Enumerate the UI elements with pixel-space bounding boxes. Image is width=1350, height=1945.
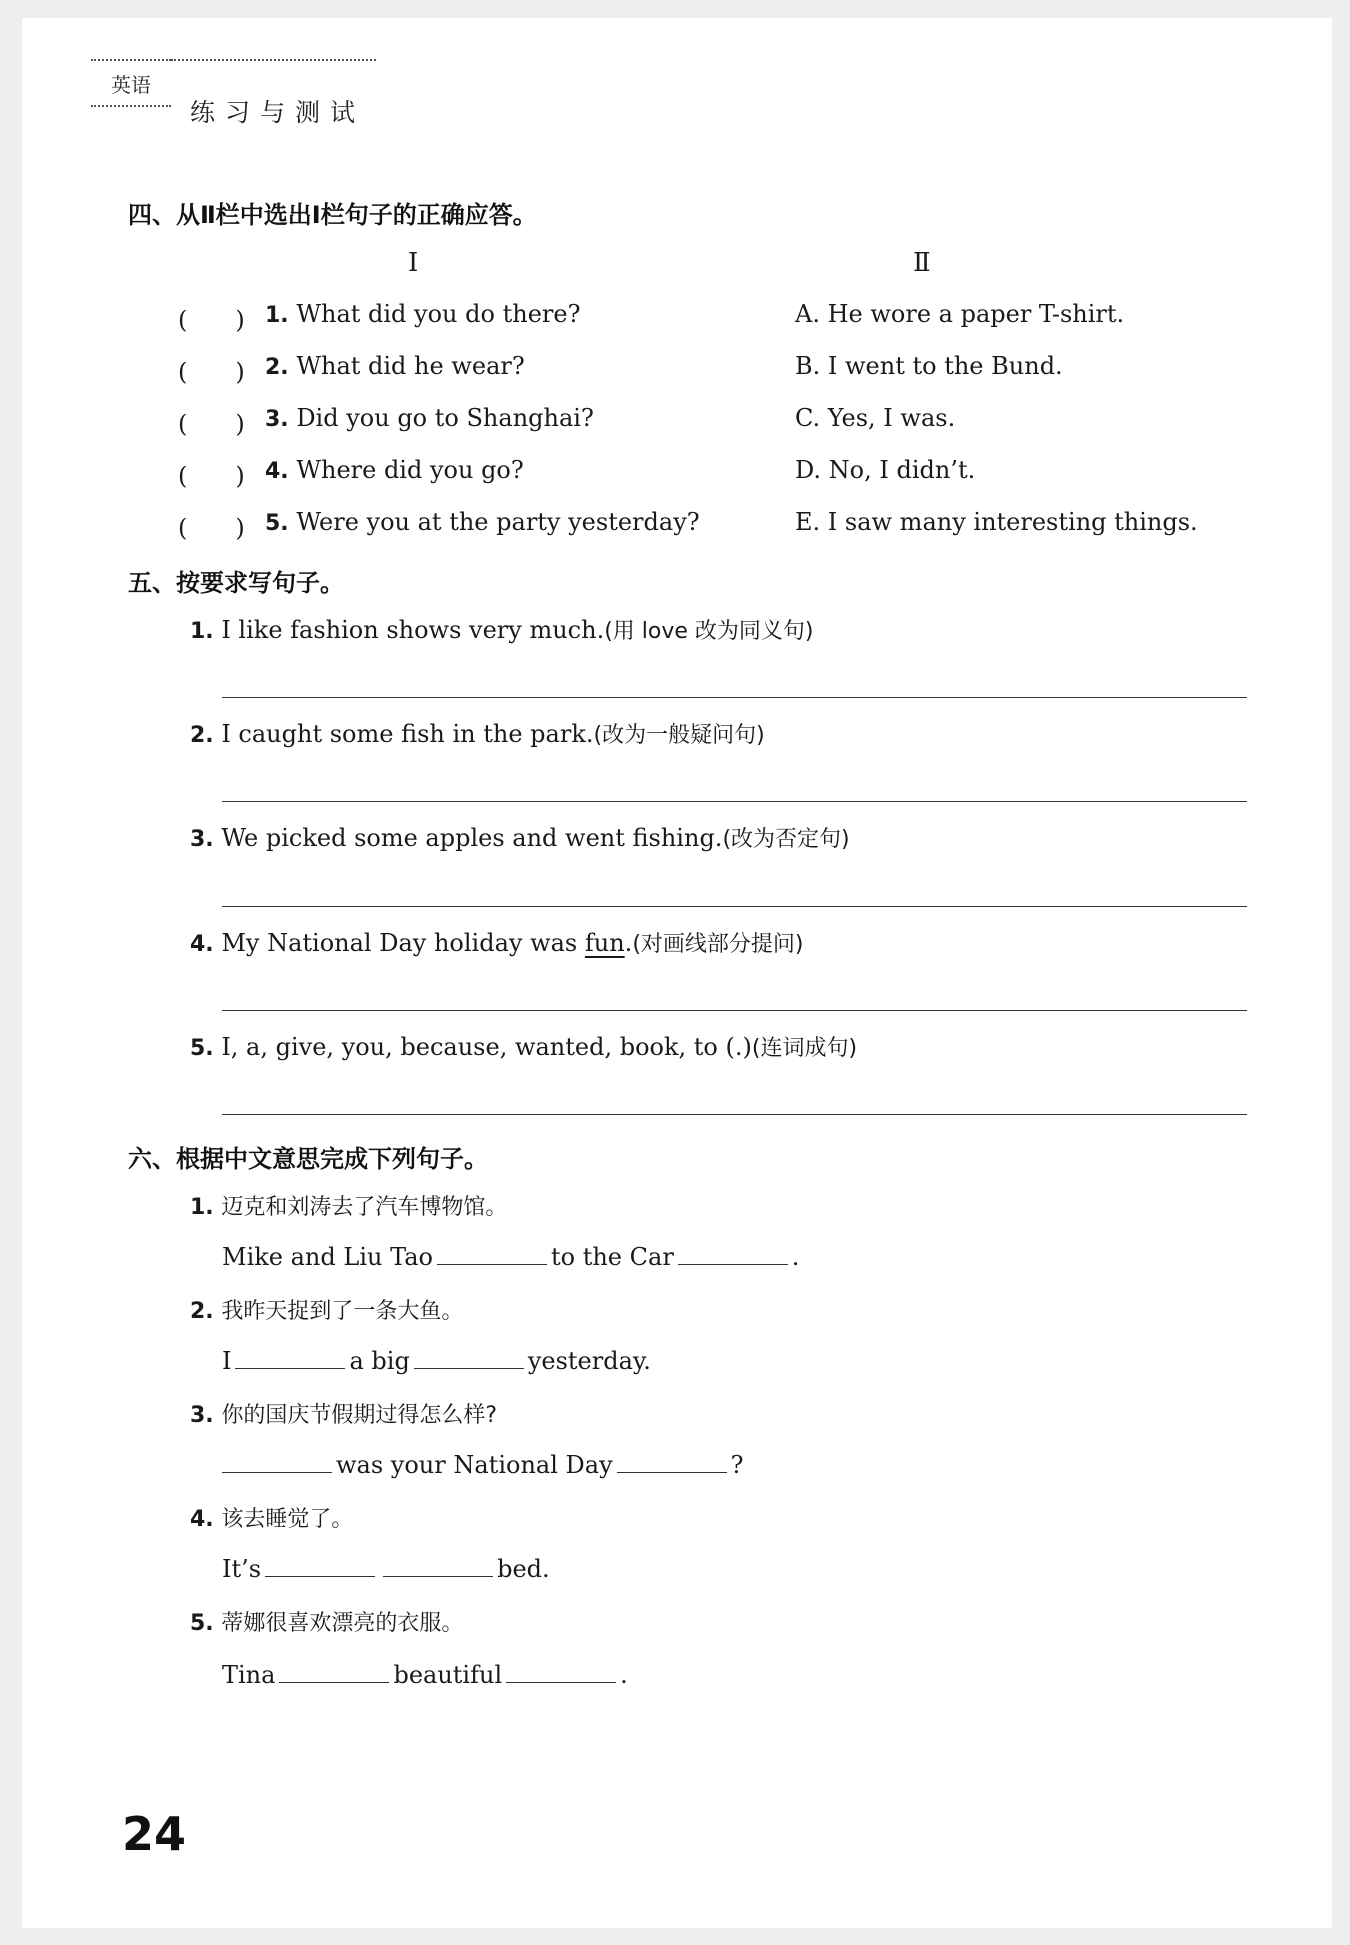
answer-slot-2[interactable]: ( ): [178, 358, 245, 386]
rewrite-item-3: [190, 822, 850, 853]
text-segment: .: [620, 1661, 628, 1689]
question-2-number: 2.: [265, 355, 289, 380]
rewrite-item-5-hint: (连词成句): [751, 1036, 858, 1061]
answer-option-b: B. I went to the Bund.: [795, 352, 1063, 380]
translate-item-2: [190, 1294, 463, 1325]
question-3-text: Did you go to Shanghai?: [296, 404, 594, 432]
translate-item-4-chinese: 该去睡觉了。: [221, 1507, 354, 1532]
rewrite-item-4: [190, 927, 803, 958]
series-title: 练习与测试: [190, 98, 366, 127]
rewrite-item-2: [190, 718, 765, 749]
answer-line-3[interactable]: [222, 906, 1247, 907]
question-1-text: What did you do there?: [296, 300, 581, 328]
answer-line-2[interactable]: [222, 801, 1247, 802]
fill-blank[interactable]: [222, 1450, 332, 1473]
answer-slot-5[interactable]: ( ): [178, 514, 245, 542]
text-segment: .: [791, 1243, 800, 1271]
text-segment: was your National Day: [336, 1451, 613, 1479]
answer-option-e: E. I saw many interesting things.: [795, 508, 1198, 536]
text-segment: yesterday.: [527, 1347, 651, 1375]
text-segment: Mike and Liu Tao: [222, 1243, 433, 1271]
column1-heading: Ⅰ: [408, 248, 419, 278]
answer-option-c: C. Yes, I was.: [795, 404, 956, 432]
question-4: [265, 456, 524, 484]
translate-item-3-number: 3.: [190, 1403, 214, 1428]
answer-line-4[interactable]: [222, 1010, 1247, 1011]
section6-title: 六、根据中文意思完成下列句子。: [128, 1145, 488, 1173]
rewrite-item-3-number: 3.: [190, 827, 214, 852]
underlined-word: fun: [584, 929, 625, 957]
rewrite-item-2-hint: (改为一般疑问句): [593, 723, 765, 748]
translate-item-1-english: [222, 1242, 799, 1271]
fill-blank[interactable]: [383, 1554, 493, 1577]
rewrite-item-4-text: My National Day holiday was: [221, 929, 585, 957]
rewrite-item-4-number: 4.: [190, 932, 214, 957]
fill-blank[interactable]: [265, 1554, 375, 1577]
translate-item-2-english: [222, 1346, 651, 1375]
text-segment: beautiful: [393, 1661, 503, 1689]
fill-blank[interactable]: [678, 1242, 788, 1265]
translate-item-3: [190, 1398, 497, 1429]
question-3: [265, 404, 594, 432]
translate-item-3-chinese: 你的国庆节假期过得怎么样?: [221, 1403, 497, 1428]
column2-heading: Ⅱ: [913, 248, 931, 278]
rewrite-item-1-text: I like fashion shows very much.: [221, 616, 605, 644]
answer-line-5[interactable]: [222, 1114, 1247, 1115]
header-divider: [171, 59, 376, 61]
text-segment: to the Car: [550, 1243, 674, 1271]
question-4-number: 4.: [265, 459, 289, 484]
fill-blank[interactable]: [617, 1450, 727, 1473]
rewrite-item-4-period: .: [624, 929, 633, 957]
question-1: [265, 300, 580, 328]
rewrite-item-2-number: 2.: [190, 723, 214, 748]
fill-blank[interactable]: [235, 1346, 345, 1369]
question-2-text: What did he wear?: [296, 352, 525, 380]
text-segment: It’s: [222, 1555, 262, 1583]
answer-option-d: D. No, I didn’t.: [795, 456, 976, 484]
question-2: [265, 352, 525, 380]
question-1-number: 1.: [265, 303, 289, 328]
answer-line-1[interactable]: [222, 697, 1247, 698]
translate-item-4-english: [222, 1554, 550, 1583]
translate-item-1: [190, 1190, 507, 1221]
translate-item-5-number: 5.: [190, 1611, 214, 1636]
question-5-text: Were you at the party yesterday?: [296, 508, 700, 536]
question-5-number: 5.: [265, 511, 289, 536]
rewrite-item-4-hint: (对画线部分提问): [632, 932, 804, 957]
translate-item-1-number: 1.: [190, 1195, 214, 1220]
fill-blank[interactable]: [437, 1242, 547, 1265]
section5-title: 五、按要求写句子。: [128, 569, 344, 597]
rewrite-item-5-text: I, a, give, you, because, wanted, book, to (.): [221, 1033, 752, 1061]
rewrite-item-1: [190, 614, 813, 645]
rewrite-item-1-number: 1.: [190, 619, 214, 644]
translate-item-4-number: 4.: [190, 1507, 214, 1532]
answer-slot-3[interactable]: ( ): [178, 410, 245, 438]
text-segment: ?: [730, 1451, 744, 1479]
question-4-text: Where did you go?: [296, 456, 524, 484]
translate-item-1-chinese: 迈克和刘涛去了汽车博物馆。: [221, 1195, 508, 1220]
translate-item-3-english: [218, 1450, 744, 1479]
rewrite-item-3-text: We picked some apples and went fishing.: [221, 824, 723, 852]
rewrite-item-3-hint: (改为否定句): [722, 827, 850, 852]
text-segment: a big: [349, 1347, 410, 1375]
rewrite-item-1-hint: (用 love 改为同义句): [604, 619, 814, 644]
rewrite-item-5-number: 5.: [190, 1036, 214, 1061]
question-3-number: 3.: [265, 407, 289, 432]
rewrite-item-2-text: I caught some fish in the park.: [221, 720, 594, 748]
subject-label: 英语: [91, 59, 171, 107]
rewrite-item-5: [190, 1031, 857, 1062]
text-segment: I: [222, 1347, 232, 1375]
translate-item-4: [190, 1502, 353, 1533]
text-segment: bed.: [497, 1555, 550, 1583]
text-segment: Tina: [222, 1661, 276, 1689]
fill-blank[interactable]: [414, 1346, 524, 1369]
page-number: 24: [122, 1807, 187, 1861]
section4-title: 四、从Ⅱ栏中选出Ⅰ栏句子的正确应答。: [128, 201, 537, 229]
translate-item-2-chinese: 我昨天捉到了一条大鱼。: [221, 1299, 464, 1324]
fill-blank[interactable]: [506, 1660, 616, 1683]
translate-item-5-chinese: 蒂娜很喜欢漂亮的衣服。: [221, 1611, 464, 1636]
translate-item-5: [190, 1606, 463, 1637]
answer-slot-1[interactable]: ( ): [178, 306, 245, 334]
translate-item-5-english: [222, 1660, 628, 1689]
question-5: [265, 508, 700, 536]
translate-item-2-number: 2.: [190, 1299, 214, 1324]
answer-slot-4[interactable]: ( ): [178, 462, 245, 490]
fill-blank[interactable]: [279, 1660, 389, 1683]
answer-option-a: A. He wore a paper T-shirt.: [795, 300, 1125, 328]
